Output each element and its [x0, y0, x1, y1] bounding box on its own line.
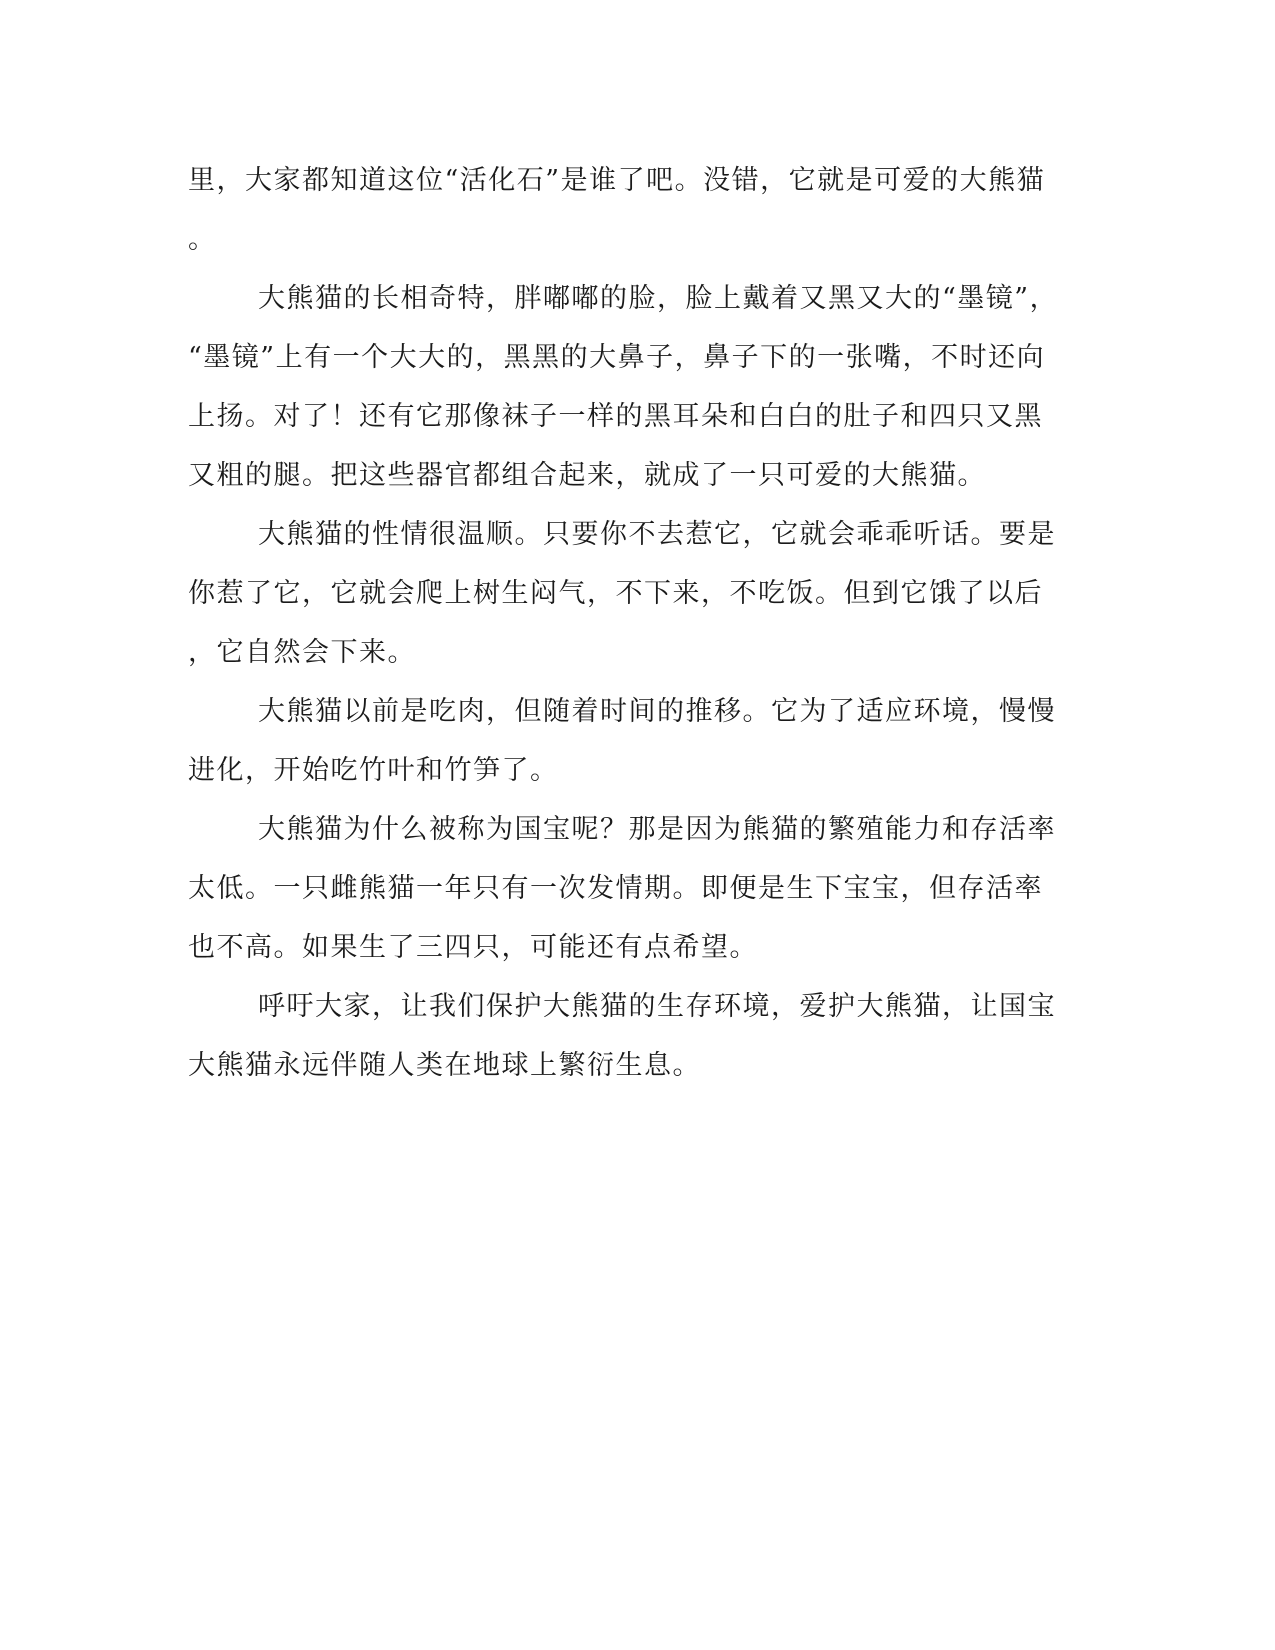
text-line: 太低。一只雌熊猫一年只有一次发情期。即便是生下宝宝，但存活率	[188, 873, 1043, 904]
text-line: 。	[188, 224, 217, 255]
text-line: 进化，开始吃竹叶和竹笋了。	[188, 755, 559, 786]
paragraph-first-line: 大熊猫的长相奇特，胖嘟嘟的脸，脸上戴着又黑又大的“墨镜”，	[258, 283, 1059, 314]
paragraph-first-line: 大熊猫以前是吃肉，但随着时间的推移。它为了适应环境，慢慢	[258, 696, 1056, 727]
text-line: 你惹了它，它就会爬上树生闷气，不下来，不吃饭。但到它饿了以后	[188, 578, 1043, 609]
text-line: 上扬。对了！还有它那像袜子一样的黑耳朵和白白的肚子和四只又黑	[188, 401, 1043, 432]
text-line: 也不高。如果生了三四只，可能还有点希望。	[188, 932, 758, 963]
text-line: 里，大家都知道这位“活化石”是谁了吧。没错，它就是可爱的大熊猫	[188, 165, 1046, 196]
text-line: 又粗的腿。把这些器官都组合起来，就成了一只可爱的大熊猫。	[188, 460, 986, 491]
paragraph-first-line: 呼吁大家，让我们保护大熊猫的生存环境，爱护大熊猫，让国宝	[258, 991, 1056, 1022]
text-line: ，它自然会下来。	[188, 637, 416, 668]
text-line: “墨镜”上有一个大大的，黑黑的大鼻子，鼻子下的一张嘴，不时还向	[188, 342, 1046, 373]
paragraph-first-line: 大熊猫为什么被称为国宝呢？那是因为熊猫的繁殖能力和存活率	[258, 814, 1056, 845]
paragraph-first-line: 大熊猫的性情很温顺。只要你不去惹它，它就会乖乖听话。要是	[258, 519, 1056, 550]
text-line: 大熊猫永远伴随人类在地球上繁衍生息。	[188, 1050, 701, 1081]
